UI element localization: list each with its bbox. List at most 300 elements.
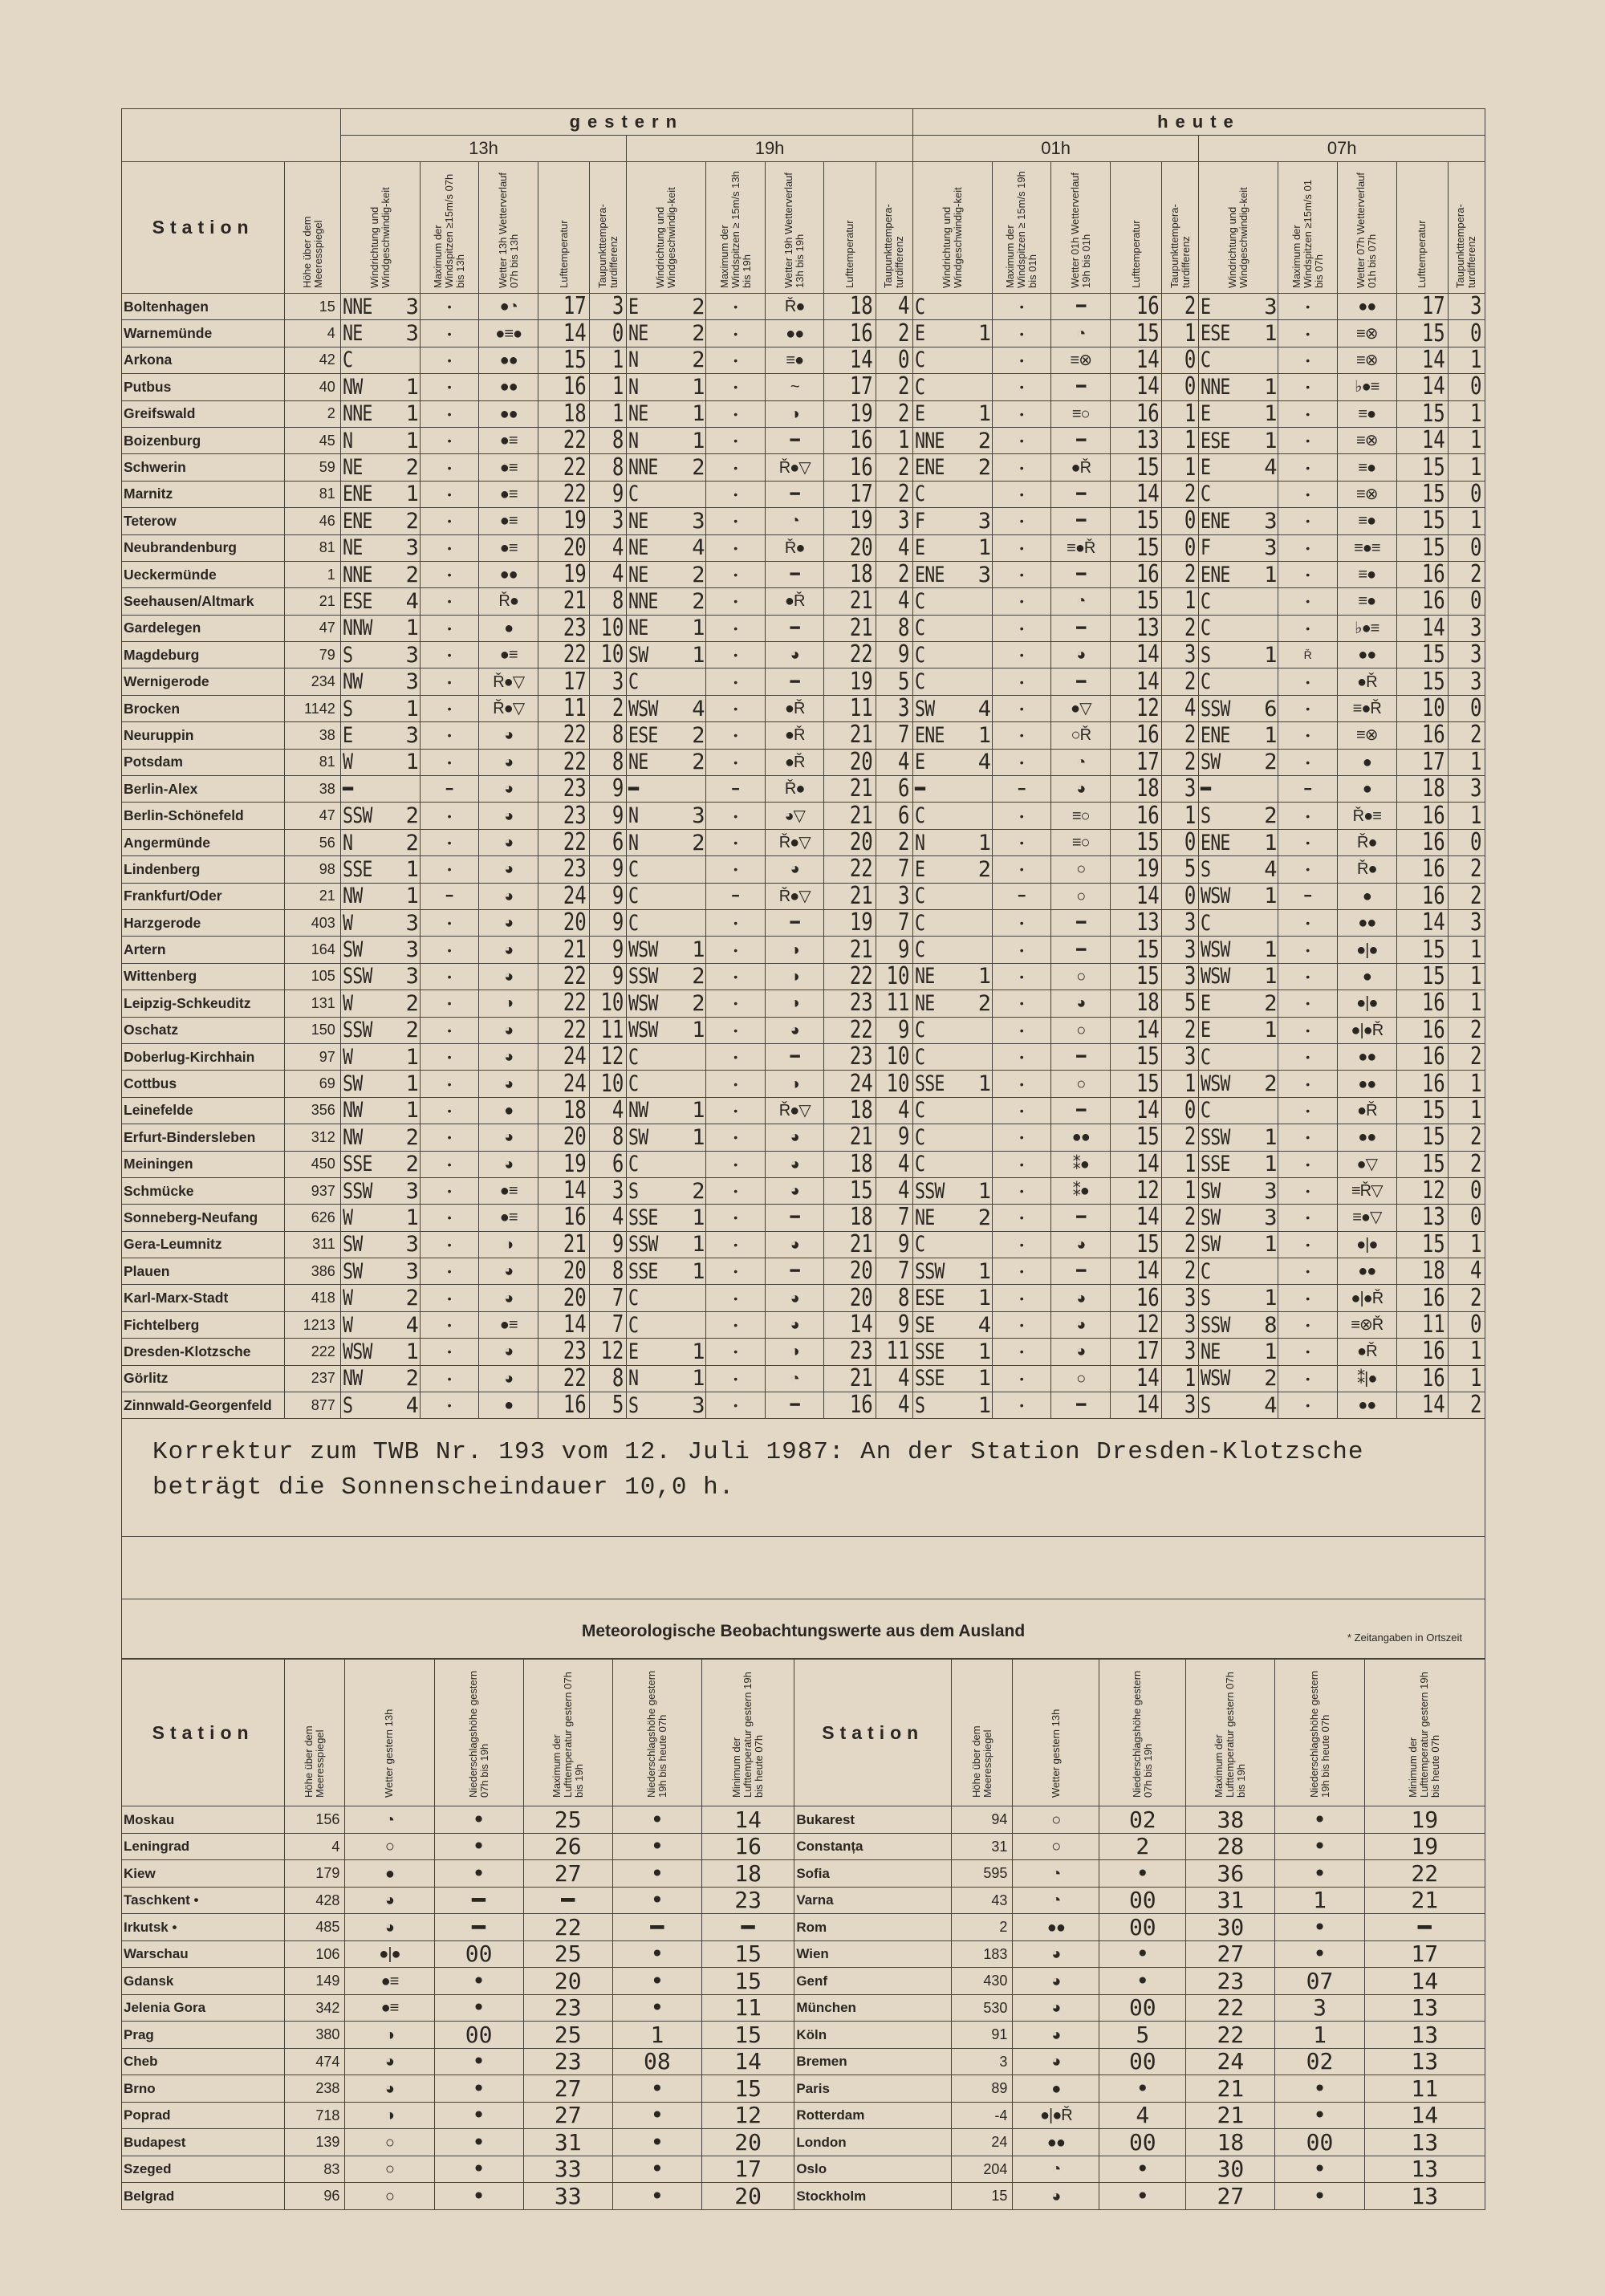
dewpoint-difference: 1 (1169, 1071, 1199, 1097)
wind-cell (340, 695, 420, 721)
weather-symbol: ●≡● (479, 320, 538, 347)
station-name: Boizenburg (122, 427, 285, 453)
air-temperature: 16 (548, 1205, 589, 1231)
air-temperature: 14 (835, 1311, 876, 1338)
station-elevation: 485 (285, 1914, 345, 1941)
gust-max: • (992, 1285, 1051, 1311)
station-name: Putbus (122, 374, 285, 400)
wind-cell (340, 722, 420, 749)
wind-direction: S (628, 1178, 639, 1204)
gust-max: • (1278, 374, 1338, 400)
precip-day: • (434, 2129, 523, 2156)
wind-cell (1199, 1258, 1278, 1285)
precip-day: 00 (1099, 1994, 1186, 2022)
wind-speed: 1 (1264, 1286, 1277, 1311)
wind-speed: 1 (1264, 642, 1277, 668)
station-elevation: 59 (285, 454, 340, 481)
station-elevation: 222 (285, 1339, 340, 1365)
dewpoint-difference: 10 (597, 615, 627, 641)
air-temperature: 18 (835, 294, 876, 320)
air-temperature: 12 (1407, 1177, 1448, 1204)
air-temperature: 23 (548, 856, 589, 883)
air-temperature: 15 (1407, 534, 1448, 561)
weather-symbol: ≡● (1338, 400, 1397, 427)
gust-max: ━ (420, 776, 479, 803)
gust-max: • (1278, 1339, 1338, 1365)
dewpoint-difference: 7 (884, 722, 913, 749)
station-row (122, 829, 1485, 855)
wind-cell (627, 1124, 706, 1151)
dewpoint-difference: 2 (1169, 1205, 1199, 1231)
air-temperature: 14 (835, 347, 876, 373)
station-elevation: -4 (952, 2102, 1013, 2129)
gust-max: • (706, 990, 766, 1017)
foreign-right-col-nieder: Niederschlagshöhe gestern 07h bis 19h (1099, 1660, 1186, 1806)
wind-speed: 1 (405, 1044, 418, 1070)
temp-min: 13 (1364, 2048, 1485, 2075)
dewpoint-difference: 0 (597, 320, 627, 347)
wind-direction: ENE (1201, 562, 1230, 587)
dewpoint-difference: 0 (1456, 829, 1485, 855)
wind-cell (1199, 1071, 1278, 1097)
air-temperature: 21 (548, 937, 589, 963)
dewpoint-difference: 8 (597, 1258, 627, 1285)
gust-max: • (1278, 668, 1338, 695)
wind-speed: 1 (977, 535, 991, 561)
wind-direction: NNE (1201, 374, 1230, 400)
wind-cell (912, 695, 992, 721)
temp-max: 27 (1186, 2183, 1275, 2210)
station-name: Schwerin (122, 454, 285, 481)
gust-max: • (1278, 427, 1338, 453)
weather-symbol: ●● (1338, 1392, 1397, 1419)
dewpoint-difference: 4 (884, 1151, 913, 1177)
station-row (122, 856, 1485, 883)
wind-speed: 1 (405, 482, 418, 507)
station-name: Boltenhagen (122, 294, 285, 320)
gust-max: • (1278, 1017, 1338, 1043)
weather-symbol: Ř●▽ (765, 829, 824, 855)
air-temperature: 14 (1407, 615, 1448, 641)
air-temperature: 23 (548, 776, 589, 803)
precip-day: • (434, 2156, 523, 2183)
weather-symbol: ◕ (345, 2075, 434, 2103)
station-name: Dresden-Klotzsche (122, 1339, 285, 1365)
wind-direction: SW (1201, 750, 1221, 775)
station-name: Berlin-Alex (122, 776, 285, 803)
wind-speed: 2 (692, 1178, 705, 1204)
station-elevation: 312 (285, 1124, 340, 1151)
station-name: Plauen (122, 1258, 285, 1285)
precip-night: • (1275, 1914, 1364, 1941)
col-wetter-01: Wetter 01h Wetterverlauf 19h bis 01h (1051, 162, 1111, 294)
wind-cell (340, 1231, 420, 1258)
wind-cell (340, 1365, 420, 1392)
station-elevation: 342 (285, 1994, 345, 2022)
gust-max: ━ (420, 883, 479, 909)
weather-symbol: ◕ (1051, 990, 1111, 1017)
station-elevation: 38 (285, 776, 340, 803)
wind-cell (912, 508, 992, 534)
station-name: Rom (794, 1914, 952, 1941)
weather-symbol: Ř● (765, 534, 824, 561)
station-row (122, 1097, 1485, 1124)
foreign-row (122, 1860, 1485, 1888)
air-temperature: 17 (548, 294, 589, 320)
wind-speed: 2 (977, 455, 991, 481)
station-row (122, 1071, 1485, 1097)
dewpoint-difference: 2 (1169, 749, 1199, 775)
air-temperature: 20 (548, 534, 589, 561)
gust-max: • (992, 1339, 1051, 1365)
dewpoint-difference: 8 (597, 722, 627, 749)
weather-symbol: ◔ (1013, 1887, 1099, 1914)
wind-direction: NNW (342, 616, 372, 641)
weather-symbol: ●● (1013, 1914, 1099, 1941)
wind-cell (627, 749, 706, 775)
station-row (122, 1365, 1485, 1392)
air-temperature: 16 (548, 1392, 589, 1419)
temp-min: 11 (1364, 2075, 1485, 2103)
wind-cell (627, 776, 706, 803)
weather-symbol: Ř● (479, 588, 538, 615)
temp-max: ━ (523, 1887, 612, 1914)
wind-direction: SW (342, 1071, 363, 1097)
gust-max: • (420, 374, 479, 400)
weather-symbol: ◔ (1013, 2156, 1099, 2183)
precip-night: • (612, 1833, 701, 1860)
wind-speed: 6 (1264, 696, 1277, 721)
dewpoint-difference: 3 (597, 294, 627, 320)
gust-max: • (706, 508, 766, 534)
wind-speed: 2 (692, 588, 705, 614)
air-temperature: 11 (548, 695, 589, 721)
gust-max: • (1278, 1231, 1338, 1258)
air-temperature: 20 (835, 1285, 876, 1311)
station-name: Varna (794, 1887, 952, 1914)
wind-cell (912, 374, 992, 400)
air-temperature: 14 (1120, 347, 1161, 373)
wind-speed: 1 (977, 401, 991, 427)
air-temperature: 20 (548, 1124, 589, 1151)
gust-max: • (992, 374, 1051, 400)
precip-night: 07 (1275, 1968, 1364, 1995)
gust-max: • (992, 1205, 1051, 1231)
wind-cell (340, 374, 420, 400)
wind-cell (912, 1043, 992, 1070)
wind-speed: 1 (977, 964, 991, 990)
wind-direction: WSW (342, 1339, 372, 1364)
station-row (122, 722, 1485, 749)
gust-max: ━ (992, 883, 1051, 909)
air-temperature: 12 (1120, 1311, 1161, 1338)
col-temp-07: Lufttemperatur (1396, 162, 1448, 294)
gust-max: • (992, 454, 1051, 481)
station-elevation: 1 (285, 561, 340, 587)
air-temperature: 15 (548, 347, 589, 373)
wind-direction: S (342, 642, 352, 668)
wind-cell (912, 909, 992, 936)
temp-min: 23 (701, 1887, 794, 1914)
time-19h: 19h (627, 136, 913, 162)
gust-max: • (1278, 400, 1338, 427)
gust-max: • (420, 829, 479, 855)
station-elevation: 69 (285, 1071, 340, 1097)
station-elevation: 2 (285, 400, 340, 427)
wind-direction: S (1201, 1392, 1211, 1418)
foreign-observations-table (121, 1659, 1485, 2210)
air-temperature: 15 (1407, 1124, 1448, 1151)
air-temperature: 15 (1120, 508, 1161, 534)
gust-max: • (1278, 1124, 1338, 1151)
wind-speed: 3 (405, 1178, 418, 1204)
dewpoint-difference: 2 (1169, 1124, 1199, 1151)
gust-max: • (992, 749, 1051, 775)
wind-cell (912, 1071, 992, 1097)
wind-speed: 1 (692, 1258, 705, 1284)
wind-direction: NE (914, 990, 935, 1016)
temp-max: 24 (1186, 2048, 1275, 2075)
temp-min: 13 (1364, 1994, 1485, 2022)
weather-symbol: ●Ř (765, 588, 824, 615)
foreign-row (122, 2129, 1485, 2156)
air-temperature: 15 (1120, 588, 1161, 615)
station-row (122, 400, 1485, 427)
wind-cell (340, 1071, 420, 1097)
dewpoint-difference: 4 (1169, 695, 1199, 721)
station-name: Görlitz (122, 1365, 285, 1392)
dewpoint-difference: 5 (884, 668, 913, 695)
air-temperature: 22 (548, 454, 589, 481)
gust-max: • (706, 1097, 766, 1124)
wind-speed: 4 (405, 1312, 418, 1338)
air-temperature: 18 (548, 1097, 589, 1124)
wind-direction: SSE (628, 1258, 658, 1284)
wind-direction: C (914, 347, 925, 373)
weather-symbol: ●▽ (1051, 695, 1111, 721)
wind-direction: NNE (342, 562, 372, 587)
station-elevation: 91 (952, 2022, 1013, 2049)
air-temperature: 22 (548, 749, 589, 775)
precip-day: 00 (434, 1940, 523, 1968)
station-row (122, 1124, 1485, 1151)
dewpoint-difference: 11 (884, 990, 913, 1017)
dewpoint-difference: 2 (1169, 294, 1199, 320)
station-elevation: 38 (285, 722, 340, 749)
wind-cell (627, 294, 706, 320)
weather-symbol: ♭●≡ (1338, 374, 1397, 400)
weather-symbol: ●≡ (479, 508, 538, 534)
foreign-row (122, 1806, 1485, 1834)
weather-symbol: ≡⊗ (1338, 347, 1397, 373)
wind-direction: S (342, 696, 352, 721)
wind-direction: E (628, 294, 639, 319)
wind-speed: 1 (977, 1286, 991, 1311)
station-elevation: 81 (285, 749, 340, 775)
wind-cell (912, 427, 992, 453)
wind-cell (912, 1017, 992, 1043)
dewpoint-difference: 2 (884, 561, 913, 587)
weather-symbol: ≡⊗ (1338, 481, 1397, 507)
air-temperature: 16 (1407, 856, 1448, 883)
col-wind-01: Windrichtung und Windgeschwindig-keit (912, 162, 992, 294)
dewpoint-difference: 2 (884, 829, 913, 855)
gust-max: • (1278, 615, 1338, 641)
wind-cell (627, 1339, 706, 1365)
dewpoint-difference: 1 (1169, 803, 1199, 829)
col-max-01: Maximum der Windspitzen ≥ 15m/s 19h bis 01h (992, 162, 1051, 294)
weather-symbol: ◕ (1013, 2022, 1099, 2049)
wind-direction: C (1201, 588, 1211, 614)
gust-max: • (1278, 963, 1338, 990)
wind-direction: SSE (914, 1071, 945, 1097)
station-row (122, 776, 1485, 803)
precip-day: • (1099, 2183, 1186, 2210)
wind-speed: 1 (405, 1205, 418, 1230)
air-temperature: 20 (548, 909, 589, 936)
gust-max: • (992, 561, 1051, 587)
air-temperature: 22 (548, 642, 589, 668)
air-temperature: 19 (548, 508, 589, 534)
dewpoint-difference: 2 (1169, 1231, 1199, 1258)
wind-speed: 4 (977, 696, 991, 721)
weather-symbol: Ř●▽ (479, 695, 538, 721)
dewpoint-difference: 4 (597, 561, 627, 587)
wind-cell (1199, 1017, 1278, 1043)
wind-cell (1199, 803, 1278, 829)
wind-cell (340, 454, 420, 481)
wind-speed: 1 (405, 401, 418, 427)
gust-max: • (1278, 1285, 1338, 1311)
wind-direction: SW (628, 642, 648, 668)
wind-speed: 1 (405, 884, 418, 909)
gust-max: • (706, 1365, 766, 1392)
wind-cell (340, 1177, 420, 1204)
wind-direction: SSW (914, 1258, 945, 1284)
station-row (122, 1043, 1485, 1070)
dewpoint-difference: 7 (597, 1285, 627, 1311)
dewpoint-difference: 1 (1456, 937, 1485, 963)
wind-direction: W (342, 750, 352, 775)
wind-direction: S (628, 1392, 639, 1418)
dewpoint-difference: 2 (1169, 615, 1199, 641)
correction-line-1: Korrektur zum TWB Nr. 193 vom 12. Juli 1987: An der Station Dresden-Klotzsche (152, 1438, 1364, 1467)
gust-max: • (992, 1392, 1051, 1419)
station-row (122, 561, 1485, 587)
precip-day: • (434, 1860, 523, 1888)
gust-max: • (1278, 1071, 1338, 1097)
weather-symbol: ●Ř (1338, 1097, 1397, 1124)
dewpoint-difference: 3 (1169, 1043, 1199, 1070)
wind-direction: SSE (628, 1205, 658, 1230)
station-name: Paris (794, 2075, 952, 2103)
dewpoint-difference: 1 (1169, 1365, 1199, 1392)
gust-max: • (706, 1392, 766, 1419)
wind-direction: NE (914, 964, 935, 990)
weather-symbol: ⁑● (1051, 1151, 1111, 1177)
precip-night: ━ (612, 1914, 701, 1941)
wind-speed: 2 (405, 1286, 418, 1311)
weather-symbol: ● (1338, 883, 1397, 909)
weather-symbol: ○ (1051, 856, 1111, 883)
wind-direction: NE (628, 750, 648, 775)
wind-speed: 3 (405, 294, 418, 319)
wind-cell (627, 695, 706, 721)
foreign-section-title: Meteorologische Beobachtungswerte aus dem Ausland (581, 1622, 1026, 1641)
air-temperature: 16 (1407, 829, 1448, 855)
gust-max: • (992, 1177, 1051, 1204)
dewpoint-difference: 5 (597, 1392, 627, 1419)
dewpoint-difference: 4 (884, 294, 913, 320)
wind-cell (1199, 909, 1278, 936)
air-temperature: 16 (835, 454, 876, 481)
wind-direction: C (914, 884, 925, 909)
air-temperature: 20 (548, 1285, 589, 1311)
weather-symbol: ◕ (765, 1151, 824, 1177)
weather-symbol: ●≡ (345, 1994, 434, 2022)
gust-max: • (992, 320, 1051, 347)
station-row (122, 1151, 1485, 1177)
wind-cell (1199, 374, 1278, 400)
gust-max: • (992, 829, 1051, 855)
wind-direction: SSW (1201, 1312, 1230, 1338)
section-spacer (121, 1537, 1485, 1599)
dewpoint-difference: 9 (597, 481, 627, 507)
station-row (122, 1339, 1485, 1365)
wind-cell (912, 1311, 992, 1338)
dewpoint-difference: 0 (1456, 1177, 1485, 1204)
wind-direction: E (1201, 401, 1211, 427)
station-elevation: 139 (285, 2129, 345, 2156)
precip-night: • (612, 1806, 701, 1834)
weather-symbol: ◕ (1013, 2048, 1099, 2075)
weather-symbol: ≡○ (1051, 829, 1111, 855)
precip-night: • (612, 2075, 701, 2103)
weather-symbol: ━ (765, 427, 824, 453)
foreign-right-col-max: Maximum der Lufttemperatur gestern 07h bis 19h (1186, 1660, 1275, 1806)
dewpoint-difference: 1 (1456, 1365, 1485, 1392)
wind-direction: WSW (1201, 937, 1230, 963)
air-temperature: 23 (835, 1043, 876, 1070)
foreign-row (122, 1968, 1485, 1995)
gust-max: • (992, 695, 1051, 721)
station-row (122, 1392, 1485, 1419)
air-temperature: 15 (1407, 454, 1448, 481)
dewpoint-difference: 4 (884, 1365, 913, 1392)
air-temperature: 21 (835, 722, 876, 749)
gust-max: • (420, 642, 479, 668)
wind-direction: C (914, 1232, 925, 1258)
gust-max: • (992, 963, 1051, 990)
weather-symbol: ⁑● (1051, 1177, 1111, 1204)
gust-max: • (992, 990, 1051, 1017)
station-row (122, 749, 1485, 775)
temp-min: 15 (701, 1940, 794, 1968)
dewpoint-difference: 0 (884, 347, 913, 373)
wind-cell (340, 1124, 420, 1151)
temp-min: 20 (701, 2183, 794, 2210)
wind-direction: C (914, 616, 925, 641)
wind-cell (340, 481, 420, 507)
station-row (122, 642, 1485, 668)
foreign-section-title-bar (121, 1599, 1485, 1659)
wind-direction: NW (628, 1098, 648, 1124)
gust-max: • (420, 1097, 479, 1124)
air-temperature: 14 (1120, 1258, 1161, 1285)
wind-cell (627, 856, 706, 883)
station-elevation: 937 (285, 1177, 340, 1204)
station-elevation: 380 (285, 2022, 345, 2049)
